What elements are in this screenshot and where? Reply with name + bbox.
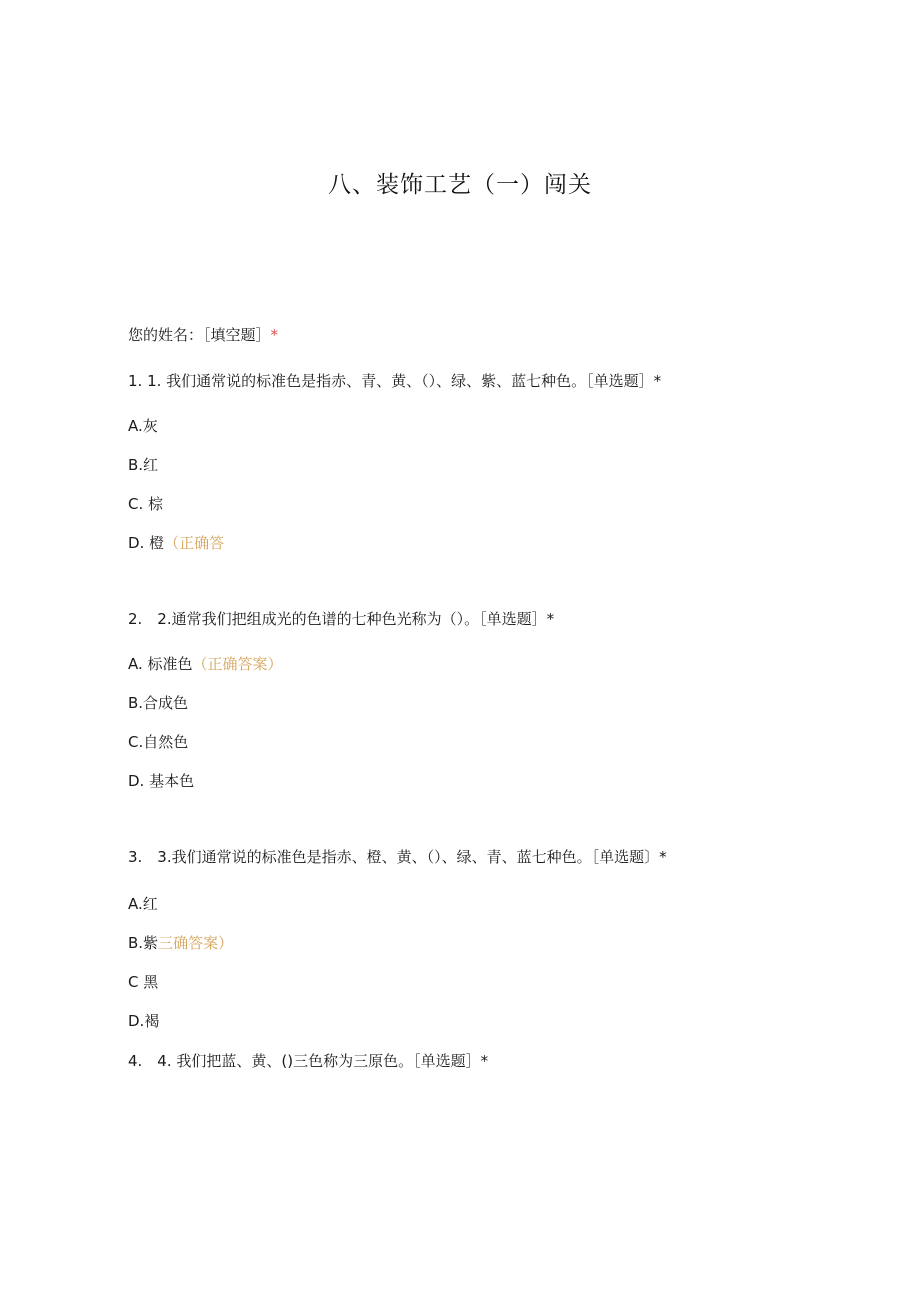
- question-2-option-a[interactable]: [128, 654, 283, 674]
- name-field-label: [128, 325, 278, 345]
- correct-answer-note: （正确答: [164, 534, 225, 552]
- question-2-option-c[interactable]: [128, 732, 188, 752]
- option-label: A. 标准色: [128, 655, 193, 673]
- question-3-option-c[interactable]: [128, 972, 158, 992]
- question-2-prompt: 2. 2.通常我们把组成光的色谱的七种色光称为（）。［单选题］*: [128, 610, 555, 628]
- question-3-option-a[interactable]: [128, 894, 158, 914]
- question-1-option-d[interactable]: [128, 533, 224, 553]
- question-1-option-b[interactable]: [128, 455, 158, 475]
- name-field-text: 您的姓名：［填空题］: [128, 326, 271, 344]
- correct-answer-note: （正确答案）: [192, 655, 283, 673]
- question-2-option-d[interactable]: [128, 771, 194, 791]
- page-title: 八、装饰工艺（一）闯关: [328, 172, 592, 198]
- question-1-option-a[interactable]: [128, 416, 158, 436]
- question-1-prompt: 1. 1. 我们通常说的标准色是指赤、青、黄、（）、绿、紫、蓝七种色。［单选题］*: [128, 372, 662, 390]
- option-label: A.灰: [128, 417, 158, 435]
- question-3-option-b[interactable]: [128, 933, 233, 953]
- question-3-option-d[interactable]: [128, 1011, 159, 1031]
- option-label: C.自然色: [128, 733, 189, 751]
- option-label: C 黑: [128, 973, 159, 991]
- option-label: D. 基本色: [128, 772, 195, 790]
- question-3-prompt: 3. 3.我们通常说的标准色是指赤、橙、黄、（）、绿、青、蓝七种色。［单选题〕*: [128, 848, 667, 866]
- question-1-option-c[interactable]: [128, 494, 163, 514]
- option-label: D. 橙: [128, 534, 165, 552]
- option-label: C. 棕: [128, 495, 164, 513]
- option-label: D.褐: [128, 1012, 160, 1030]
- correct-answer-note: 三确答案）: [158, 934, 234, 952]
- required-mark: *: [270, 326, 279, 344]
- option-label: A.红: [128, 895, 158, 913]
- question-4-prompt: 4. 4. 我们把蓝、黄、()三色称为三原色。［单选题］*: [128, 1052, 489, 1070]
- option-label: B.紫: [128, 934, 159, 952]
- question-2-option-b[interactable]: [128, 693, 188, 713]
- option-label: B.红: [128, 456, 159, 474]
- option-label: B.合成色: [128, 694, 189, 712]
